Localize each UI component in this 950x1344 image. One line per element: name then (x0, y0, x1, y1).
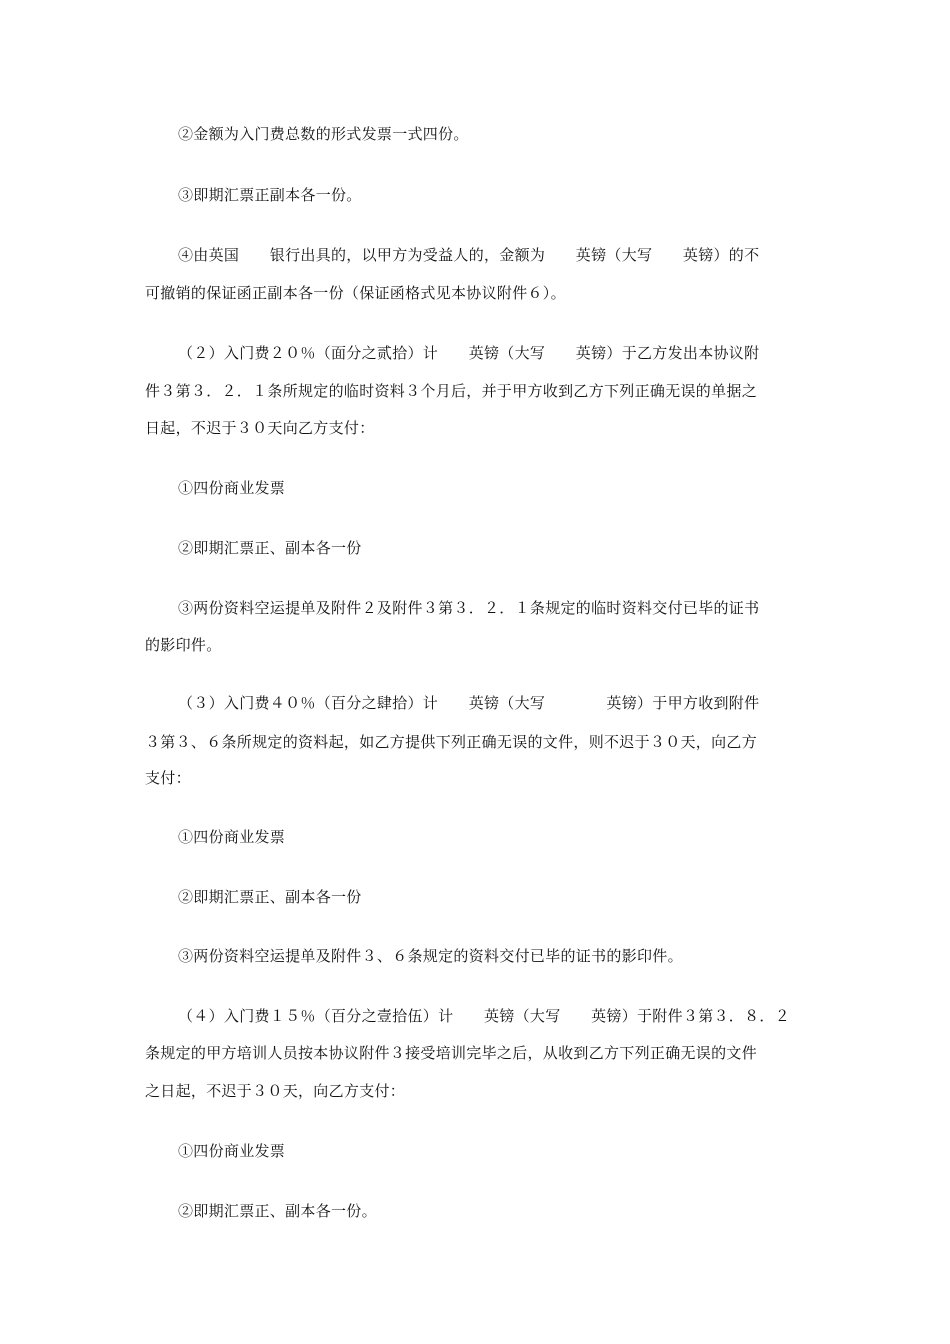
paragraph-sight-draft-copies: ②即期汇票正、副本各一份 (178, 539, 362, 557)
paragraph-bank-guarantee-line-2: 可撤销的保证函正副本各一份（保证函格式见本协议附件６）。 (145, 284, 566, 302)
paragraph-clause-2-line-1: （２）入门费２０％（面分之贰拾）计 英镑（大写 英镑）于乙方发出本协议附 (178, 344, 760, 362)
paragraph-clause-2-line-2: 件３第３．２．１条所规定的临时资料３个月后，并于甲方收到乙方下列正确无误的单据之 (145, 382, 758, 400)
paragraph-bank-guarantee-line-1: ④由英国 银行出具的，以甲方为受益人的，金额为 英镑（大写 英镑）的不 (178, 246, 760, 264)
paragraph-commercial-invoices-3: ①四份商业发票 (178, 1142, 286, 1160)
paragraph-air-waybill-line-2: 的影印件。 (145, 636, 222, 654)
paragraph-air-waybill-line-1: ③两份资料空运提单及附件２及附件３第３．２．１条规定的临时资料交付已毕的证书 (178, 599, 760, 617)
paragraph-clause-3-line-1: （３）入门费４０％（百分之肆拾）计 英镑（大写 英镑）于甲方收到附件 (178, 694, 760, 712)
paragraph-clause-3-line-3: 支付： (145, 769, 191, 787)
paragraph-clause-4-line-1: （４）入门费１５％（百分之壹拾伍）计 英镑（大写 英镑）于附件３第３．８．２ (178, 1007, 791, 1025)
paragraph-commercial-invoices-2: ①四份商业发票 (178, 828, 286, 846)
paragraph-clause-3-line-2: ３第３、６条所规定的资料起，如乙方提供下列正确无误的文件，则不迟于３０天，向乙方 (145, 733, 758, 751)
paragraph-air-waybill-2: ③两份资料空运提单及附件３、６条规定的资料交付已毕的证书的影印件。 (178, 947, 683, 965)
paragraph-commercial-invoices: ①四份商业发票 (178, 479, 286, 497)
paragraph-clause-4-line-3: 之日起，不迟于３０天，向乙方支付： (145, 1082, 406, 1100)
paragraph-sight-draft-copies-3: ②即期汇票正、副本各一份。 (178, 1202, 377, 1220)
paragraph-sight-draft: ③即期汇票正副本各一份。 (178, 186, 362, 204)
paragraph-sight-draft-copies-2: ②即期汇票正、副本各一份 (178, 888, 362, 906)
paragraph-clause-2-line-3: 日起，不迟于３０天向乙方支付： (145, 419, 375, 437)
paragraph-clause-4-line-2: 条规定的甲方培训人员按本协议附件３接受培训完毕之后，从收到乙方下列正确无误的文件 (145, 1044, 758, 1062)
paragraph-proforma-invoice: ②金额为入门费总数的形式发票一式四份。 (178, 125, 469, 143)
